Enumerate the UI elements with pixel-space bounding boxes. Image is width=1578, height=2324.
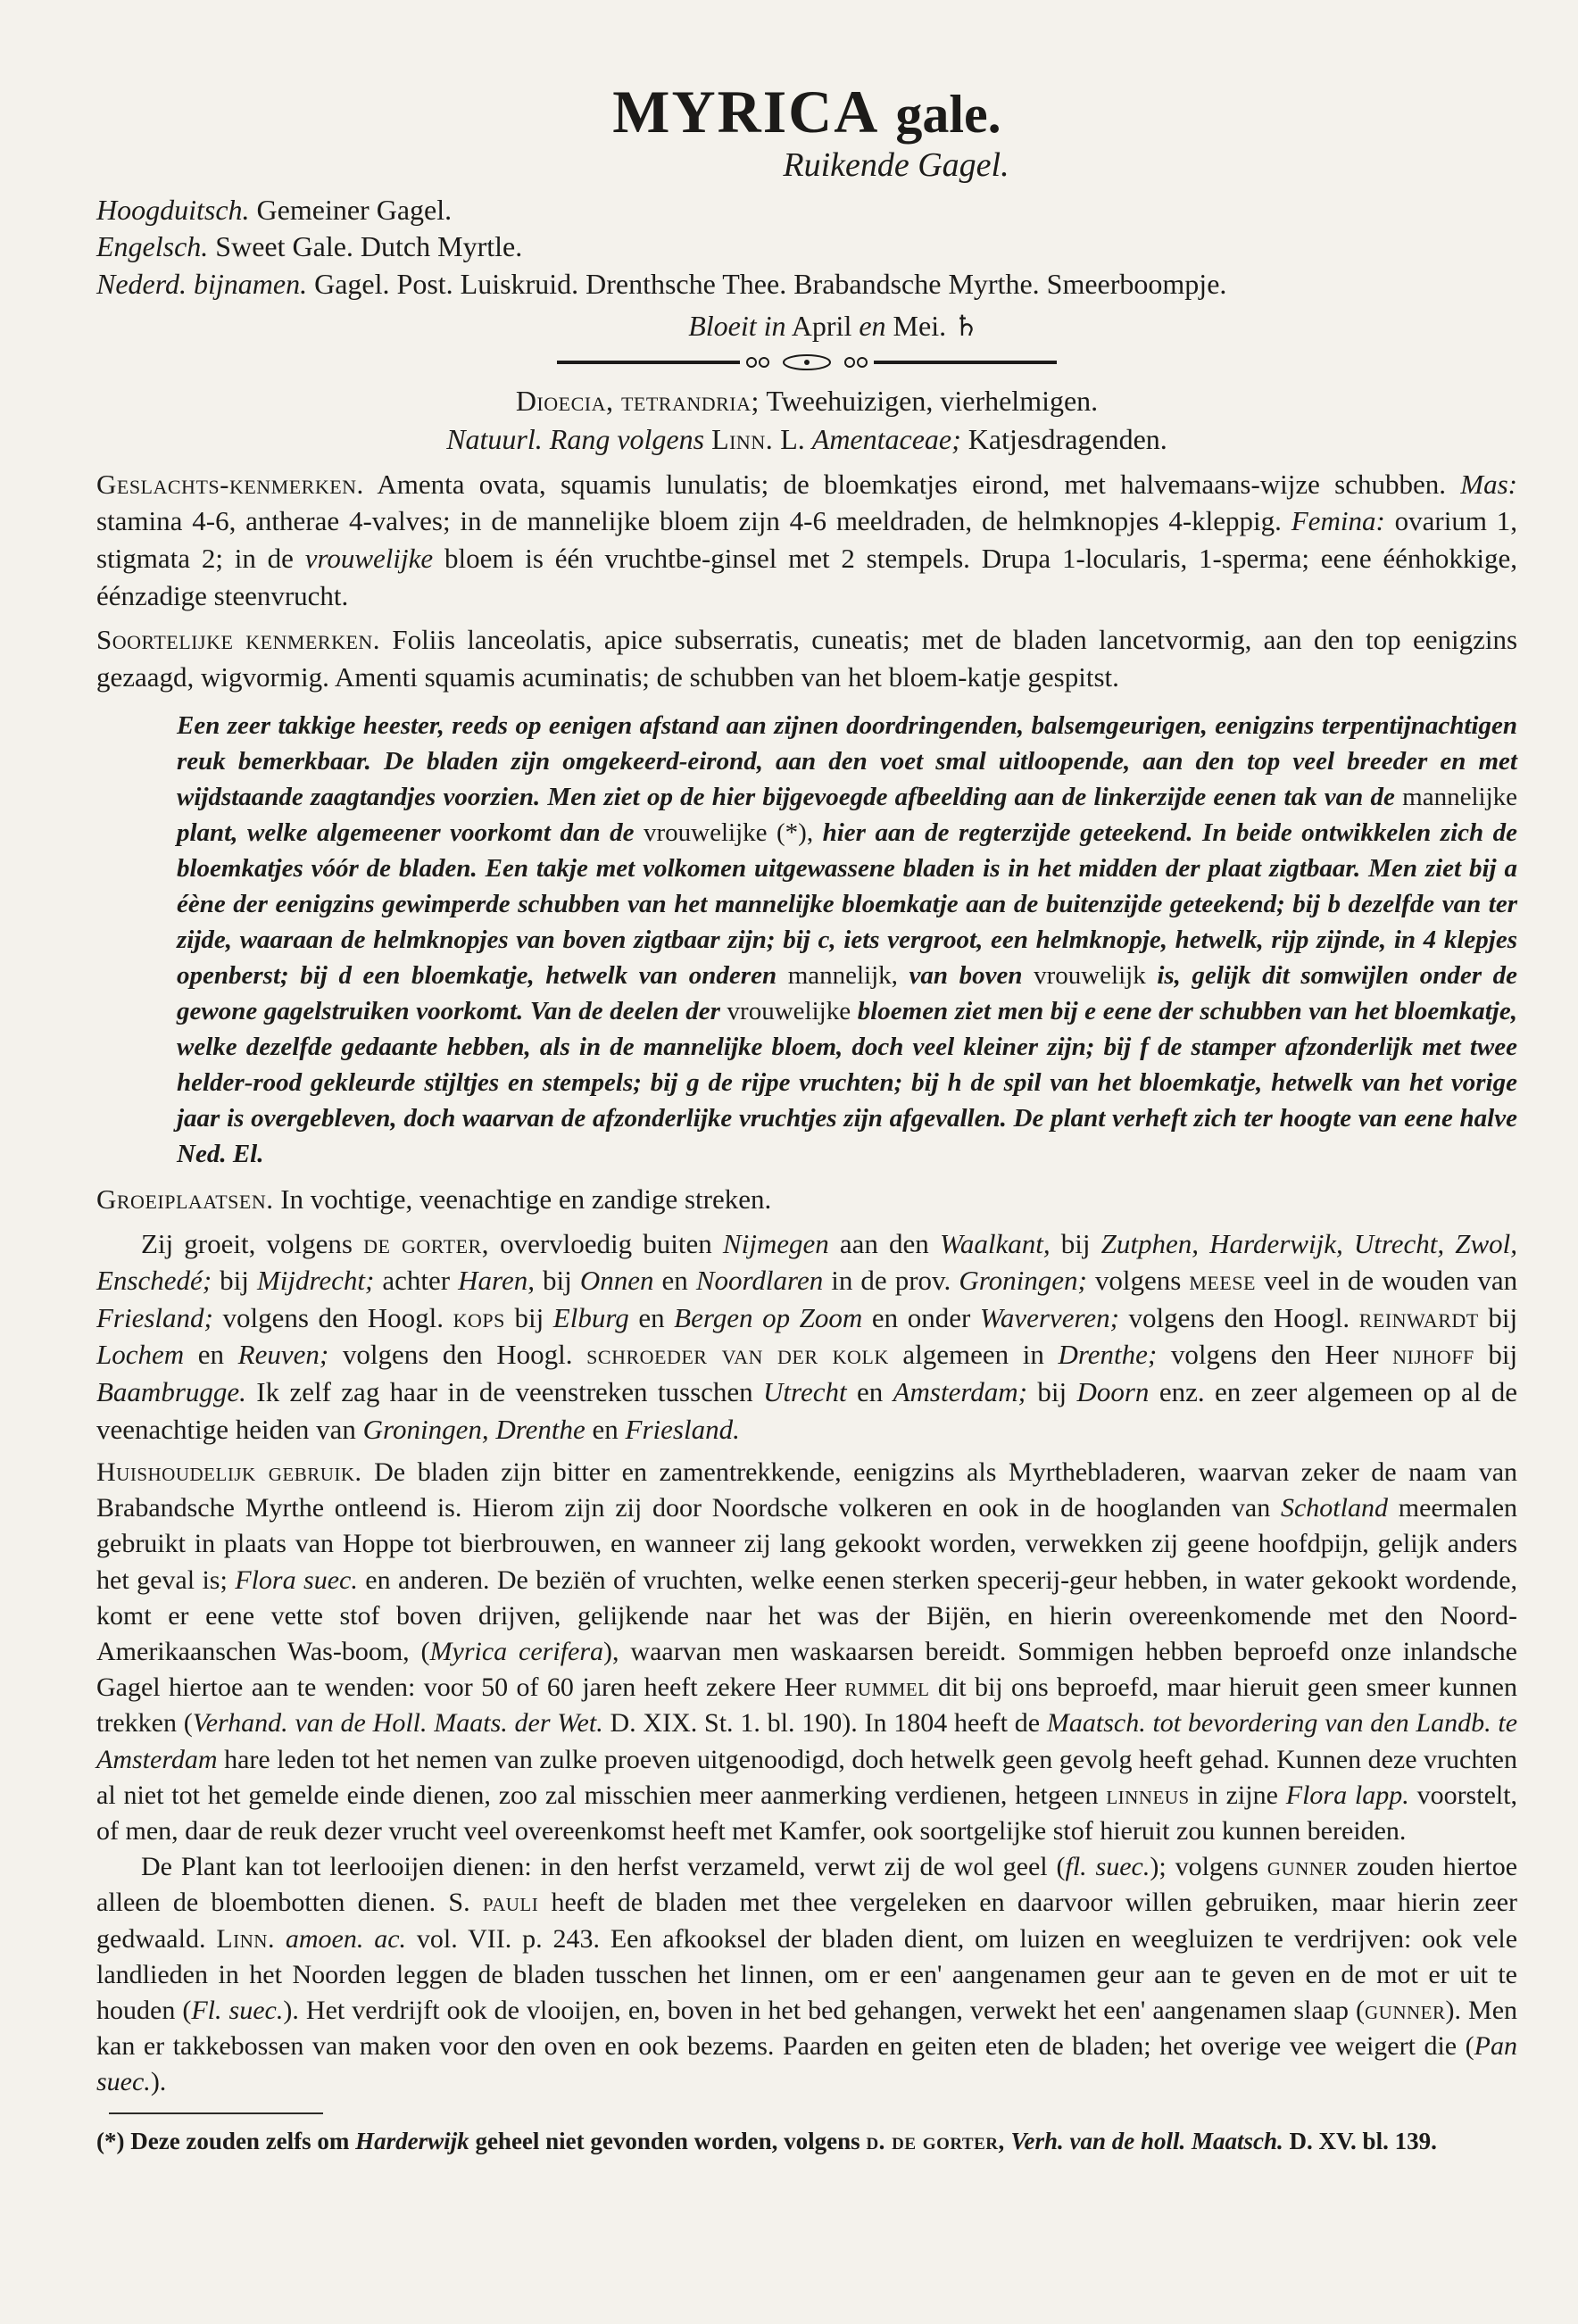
classification-line-1 — [96, 382, 1517, 420]
author-name: de gorter, — [363, 1227, 489, 1259]
dist-text: en — [197, 1339, 225, 1371]
section-heading: Groeiplaatsen. — [96, 1183, 274, 1216]
species-text: Foliis lanceolatis, apice subserratis, cuneatis; met de bladen lancetvormig, aan den top eenigzins gezaagd, wigvormig. Amenti squamis acuminatis; de schubben van het bloem-katje gespitst. — [96, 624, 1518, 693]
distribution — [96, 1225, 1517, 1448]
dist-text: bij — [220, 1265, 249, 1297]
usage-text: ); volgens — [1150, 1852, 1258, 1882]
plant-description — [96, 708, 1517, 1172]
desc-upright: mannelijk, — [787, 961, 898, 991]
usage-text: ). Men kan er takkebossen van maken voor den oven en ook bezems. Paarden en geiten eten de bladen; het overige vee weigert die ( — [96, 1995, 1518, 2062]
genus-text-2: stamina 4-6, antherae 4-valves; in de mannelijke bloem zijn 4-6 meeldraden, de helmknopjes 4-kleppig. — [96, 505, 1282, 537]
usage-text: De Plant kan tot leerlooijen dienen: in den herfst verzameld, verwt zij de wol geel ( — [141, 1852, 1066, 1882]
family-name: Amentaceae; — [811, 422, 961, 455]
usage-text: en anderen. De beziën of vruchten, welke eenen sterken specerij-geur hebben, in water gekookt wordende, komt er eene vette stof boven drijven, gelijkende naar het was der Bijën, en hierin overeenkomende met den Noord-Amerikaanschen Was-boom, ( — [96, 1565, 1518, 1666]
place-name: Waververen; — [979, 1301, 1119, 1333]
dist-text: algemeen in — [902, 1339, 1044, 1371]
place-name: Drenthe; — [1058, 1339, 1158, 1371]
bloom-month-2: Mei. — [893, 309, 947, 342]
footnote-divider — [109, 2112, 323, 2114]
author-name: rummel — [844, 1672, 930, 1703]
dist-text: veel in de wouden van — [1264, 1265, 1518, 1297]
desc-part: van boven — [909, 961, 1023, 991]
genus-text-4: bloem is één vruchtbe-ginsel met 2 stempels. Drupa 1-locularis, 1-sperma; eene éénhokkige, éénzadige steenvrucht. — [96, 543, 1518, 611]
citation: Verh. van de holl. Maatsch. — [1010, 2128, 1283, 2155]
dist-text: bij — [1060, 1227, 1091, 1259]
lang-label: Engelsch. — [96, 230, 209, 263]
citation: Flora suec. — [235, 1565, 358, 1595]
genus-text-3: ovarium 1, stigmata 2; in de — [96, 505, 1518, 575]
bloom-and: en — [859, 309, 886, 342]
document-body — [96, 79, 1517, 2158]
usage-text: hare leden tot het nemen van zulke proeven uitgenoodigd, doch hetwelk geen gevolg heeft gehad. Kunnen deze vruchten al niet tot het gemelde einde dienen, zoo zal misschien meer aanmerking verdienen, hetgeen — [96, 1744, 1518, 1810]
vrouw-word: vrouwelijke — [304, 543, 434, 575]
footnote-text: geheel niet gevonden worden, volgens — [475, 2128, 860, 2155]
dist-text: en onder — [871, 1301, 971, 1333]
desc-part: hier aan de regterzijde geteekend. In beide ontwikkelen zich de bloemkatjes vóór de bladen. Een takje met volkomen uitgewassene bladen is in het midden der plaat zigtbaar. Men ziet bij a éène der eenigzins gewimperde schubben van het mannelijke bloemkatje aan de buitenzijde geteekend; bij b dezelfde van ter zijde, waaraan de helmknopjes van boven zigtbaar zijn; bij c, iets vergroot, een helmknopje, hetwelk, rijp zijnde, in 4 klepjes openberst; bij d een bloemkatje, hetwelk van onderen — [177, 818, 1518, 991]
section-heading: Geslachts-kenmerken. — [96, 468, 364, 500]
usage-text: dit bij ons beproefd, maar hieruit geen smeer kunnen trekken ( — [96, 1672, 1517, 1739]
place-name: Zutphen, Harderwijk, Utrecht, Zwol, Enschedé; — [96, 1227, 1518, 1297]
names-german — [96, 192, 1517, 229]
dist-text: volgens den Hoogl. — [342, 1339, 573, 1371]
footnote-text: D. XV. bl. 139. — [1289, 2128, 1437, 2155]
place-name: Friesland. — [625, 1413, 740, 1445]
species-name: gale. — [895, 85, 1001, 144]
author-name: linneus — [1106, 1780, 1190, 1810]
dist-text: Zij groeit, volgens — [141, 1227, 353, 1259]
dist-text: en — [638, 1301, 665, 1333]
place-name: Reuven; — [237, 1339, 329, 1371]
place-name: Friesland; — [96, 1301, 213, 1333]
place-name: Groningen; — [959, 1265, 1087, 1297]
desc-part: plant, welke algemeener voorkomt dan de — [177, 818, 635, 848]
bloom-month-1: April — [791, 309, 852, 342]
femina-label: Femina: — [1291, 505, 1385, 537]
dist-text: en — [661, 1265, 688, 1297]
author-name: meese — [1189, 1265, 1256, 1297]
citation: Pan suec. — [96, 2031, 1517, 2097]
citation: Flora lapp. — [1285, 1780, 1409, 1810]
place-name: Elburg — [552, 1301, 629, 1333]
desc-upright: mannelijke — [1402, 783, 1517, 812]
place-name: Doorn — [1076, 1376, 1150, 1407]
species-ref: Myrica cerifera — [429, 1637, 604, 1666]
page-title — [96, 79, 1517, 145]
place-name: Schotland — [1280, 1493, 1388, 1523]
dist-text: bij — [1488, 1301, 1518, 1333]
place-name: Lochem — [96, 1339, 185, 1371]
place-name: Groningen, Drenthe — [362, 1413, 586, 1445]
usage-text: zouden hiertoe alleen de bloembotten dienen. S. — [96, 1852, 1518, 1918]
species-characteristics — [96, 621, 1517, 695]
habitat — [96, 1181, 1517, 1218]
citation: fl. suec. — [1065, 1852, 1150, 1882]
citation: amoen. ac. — [285, 1923, 407, 1954]
genus-text-1: Amenta ovata, squamis lunulatis; de bloemkatjes eirond, met halvemaans-wijze schubben. — [377, 468, 1447, 500]
classification-line-2 — [96, 420, 1517, 459]
shrub-symbol: ♄ — [953, 309, 979, 342]
citation: Maatsch. tot bevordering van den Landb. te Amsterdam — [96, 1708, 1518, 1774]
name-text: Gemeiner Gagel. — [256, 193, 453, 226]
genus-name: MYRICA — [612, 78, 880, 145]
place-name: Waalkant, — [939, 1227, 1051, 1259]
section-heading: Huishoudelijk gebruik. — [96, 1457, 362, 1488]
place-name: Onnen — [579, 1265, 654, 1297]
author-name: nijhoff — [1392, 1339, 1474, 1371]
lang-label: Nederd. bijnamen. — [96, 267, 308, 300]
place-name: Haren, — [458, 1265, 535, 1297]
dist-text: volgens den Hoogl. — [1128, 1301, 1350, 1333]
author-name: Linn. — [216, 1923, 275, 1954]
footnote-text: (*) Deze zouden zelfs om — [96, 2128, 350, 2155]
desc-upright: vrouwelijke (*), — [643, 818, 814, 848]
author-name: Linn. — [711, 422, 774, 455]
footnote — [96, 2125, 1517, 2157]
names-english — [96, 228, 1517, 266]
dist-text: volgens den Hoogl. — [222, 1301, 444, 1333]
usage-text: vol. VII. p. 243. Een afkooksel der bladen dient, om luizen en weegluizen te verdrijven: ook vele landlieden in het Noorden leggen de bladen tusschen het linnen, om er een' aangenamen geur aan te geven en de mot er uit te houden ( — [96, 1923, 1518, 2025]
dist-text: Ik zelf zag haar in de veenstreken tusschen — [256, 1376, 753, 1407]
author-name: gunner — [1365, 1995, 1446, 2025]
dist-text: en — [592, 1413, 619, 1445]
author-name: kops — [453, 1301, 505, 1333]
place-name: Bergen op Zoom — [674, 1301, 863, 1333]
class-dutch: Tweehuizigen, vierhelmigen. — [766, 384, 1099, 417]
usage-text: De bladen zijn bitter en zamentrekkende, eenigzins als Myrthebladeren, waarvan zeker de naam van Brabandsche Myrthe ontleend is. Hierom zijn zij door Noordsche volkeren en ook in de hooglanden van — [96, 1457, 1518, 1523]
author-name: schroeder van der kolk — [586, 1339, 889, 1371]
name-text: Gagel. Post. Luiskruid. Drenthsche Thee. Brabandsche Myrthe. Smeerboompje. — [314, 267, 1227, 300]
usage-text: D. XIX. St. 1. bl. 190). In 1804 heeft de — [610, 1708, 1041, 1739]
author-name: gunner — [1267, 1852, 1349, 1882]
bloom-label: Bloeit in — [688, 309, 786, 342]
dist-text: enz. en zeer algemeen op al de veenachtige heiden van — [96, 1376, 1518, 1445]
desc-part: Een zeer takkige heester, reeds op eenigen afstand aan zijnen doordringenden, balsemgeurigen, eenigzins terpentijnachtigen reuk bemerkbaar. De bladen zijn omgekeerd-eirond, aan den voet smal uitloopende, aan den top veel breeder en met wijdstaande zaagtandjes voorzien. Men ziet op de hier bijgevoegde afbeelding aan de linkerzijde eenen tak van de — [177, 711, 1517, 812]
dist-text: bij — [543, 1265, 572, 1297]
bloom-period — [96, 309, 1517, 343]
place-name: Nijmegen — [722, 1227, 829, 1259]
dist-text: achter — [382, 1265, 451, 1297]
dutch-name: Ruikende Gagel. — [783, 145, 1009, 184]
dist-text: en — [856, 1376, 884, 1407]
place-name: Baambrugge. — [96, 1376, 246, 1407]
place-name: Noordlaren — [695, 1265, 824, 1297]
dist-text: bij — [1488, 1339, 1518, 1371]
ornament-divider-icon — [557, 352, 1057, 373]
dist-text: aan den — [839, 1227, 929, 1259]
place-name: Amsterdam; — [893, 1376, 1027, 1407]
author-name: pauli — [482, 1888, 539, 1918]
usage-text: heeft de bladen met thee vergeleken en daarvoor willen gebruiken, maar hierin zeer gedwaald. — [96, 1888, 1518, 1954]
class-latin: Dioecia, tetrandria; — [515, 384, 760, 417]
author-initial: L. — [780, 422, 805, 455]
desc-part: is, gelijk dit somwijlen onder de gewone gagelstruiken voorkomt. Van de deelen der — [177, 961, 1518, 1026]
author-name: reinwardt — [1358, 1301, 1479, 1333]
household-use-continued — [96, 1849, 1517, 2100]
place-name: Mijdrecht; — [256, 1265, 375, 1297]
section-heading: Soortelijke kenmerken. — [96, 624, 381, 656]
author-name: d. de gorter, — [866, 2128, 1005, 2155]
desc-upright: vrouwelijk — [1034, 961, 1146, 991]
rank-label: Natuurl. Rang volgens — [446, 422, 705, 455]
desc-part: bloemen ziet men bij e eene der schubben van het bloemkatje, welke dezelfde gedaante hebben, als in de mannelijke bloem, doch veel kleiner zijn; bij f de stamper afzonderlijk met twee helder-rood gekleurde stijltjes en stempels; bij g de rijpe vruchten; bij h de spil van het bloemkatje, hetwelk van het vorige jaar is overgebleven, doch waarvan de afzonderlijke vruchtjes zijn afgevallen. De plant verheft zich ter hoogte van eene halve Ned. El. — [177, 997, 1517, 1169]
usage-text: in zijne — [1197, 1780, 1278, 1810]
usage-text: ). Het verdrijft ook de vlooijen, en, boven in het bed gehangen, verwekt het een' aangenamen slaap ( — [283, 1995, 1365, 2025]
usage-text: ), waarvan men waskaarsen bereidt. Sommigen hebben beproefd onze inlandsche Gagel hiertoe aan te wenden: voor 50 of 60 jaren heeft zekere Heer — [96, 1637, 1517, 1703]
household-use — [96, 1455, 1517, 1849]
usage-text: ). — [150, 2067, 167, 2097]
lang-label: Hoogduitsch. — [96, 193, 250, 226]
dist-text: bij — [1037, 1376, 1067, 1407]
genus-characteristics — [96, 466, 1517, 614]
usage-text: meermalen gebruikt in plaats van Hoppe tot bierbrouwen, en wanneer zij lang gekookt worden, verwekken zij geene hoofdpijn, gelijk anders het geval is; — [96, 1493, 1518, 1595]
dist-text: volgens — [1094, 1265, 1182, 1297]
habitat-text: In vochtige, veenachtige en zandige streken. — [280, 1183, 772, 1216]
desc-upright: vrouwelijke — [727, 997, 851, 1026]
dist-text: overvloedig buiten — [500, 1227, 712, 1259]
place-name: Utrecht — [763, 1376, 847, 1407]
place-name: Harderwijk — [355, 2128, 469, 2155]
usage-text: voorstelt, of men, daar de reuk dezer vrucht veel overeenkomst heeft met Kamfer, ook soortgelijke stof hieruit zou kunnen bereiden. — [96, 1780, 1518, 1846]
citation: Verhand. van de Holl. Maats. der Wet. — [192, 1708, 603, 1739]
names-dutch — [96, 266, 1517, 303]
mas-label: Mas: — [1460, 468, 1518, 500]
dist-text: in de prov. — [831, 1265, 951, 1297]
citation: Fl. suec. — [191, 1995, 284, 2025]
dist-text: bij — [514, 1301, 544, 1333]
name-text: Sweet Gale. Dutch Myrtle. — [215, 230, 523, 263]
dist-text: volgens den Heer — [1170, 1339, 1379, 1371]
family-dutch: Katjesdragenden. — [968, 422, 1167, 455]
